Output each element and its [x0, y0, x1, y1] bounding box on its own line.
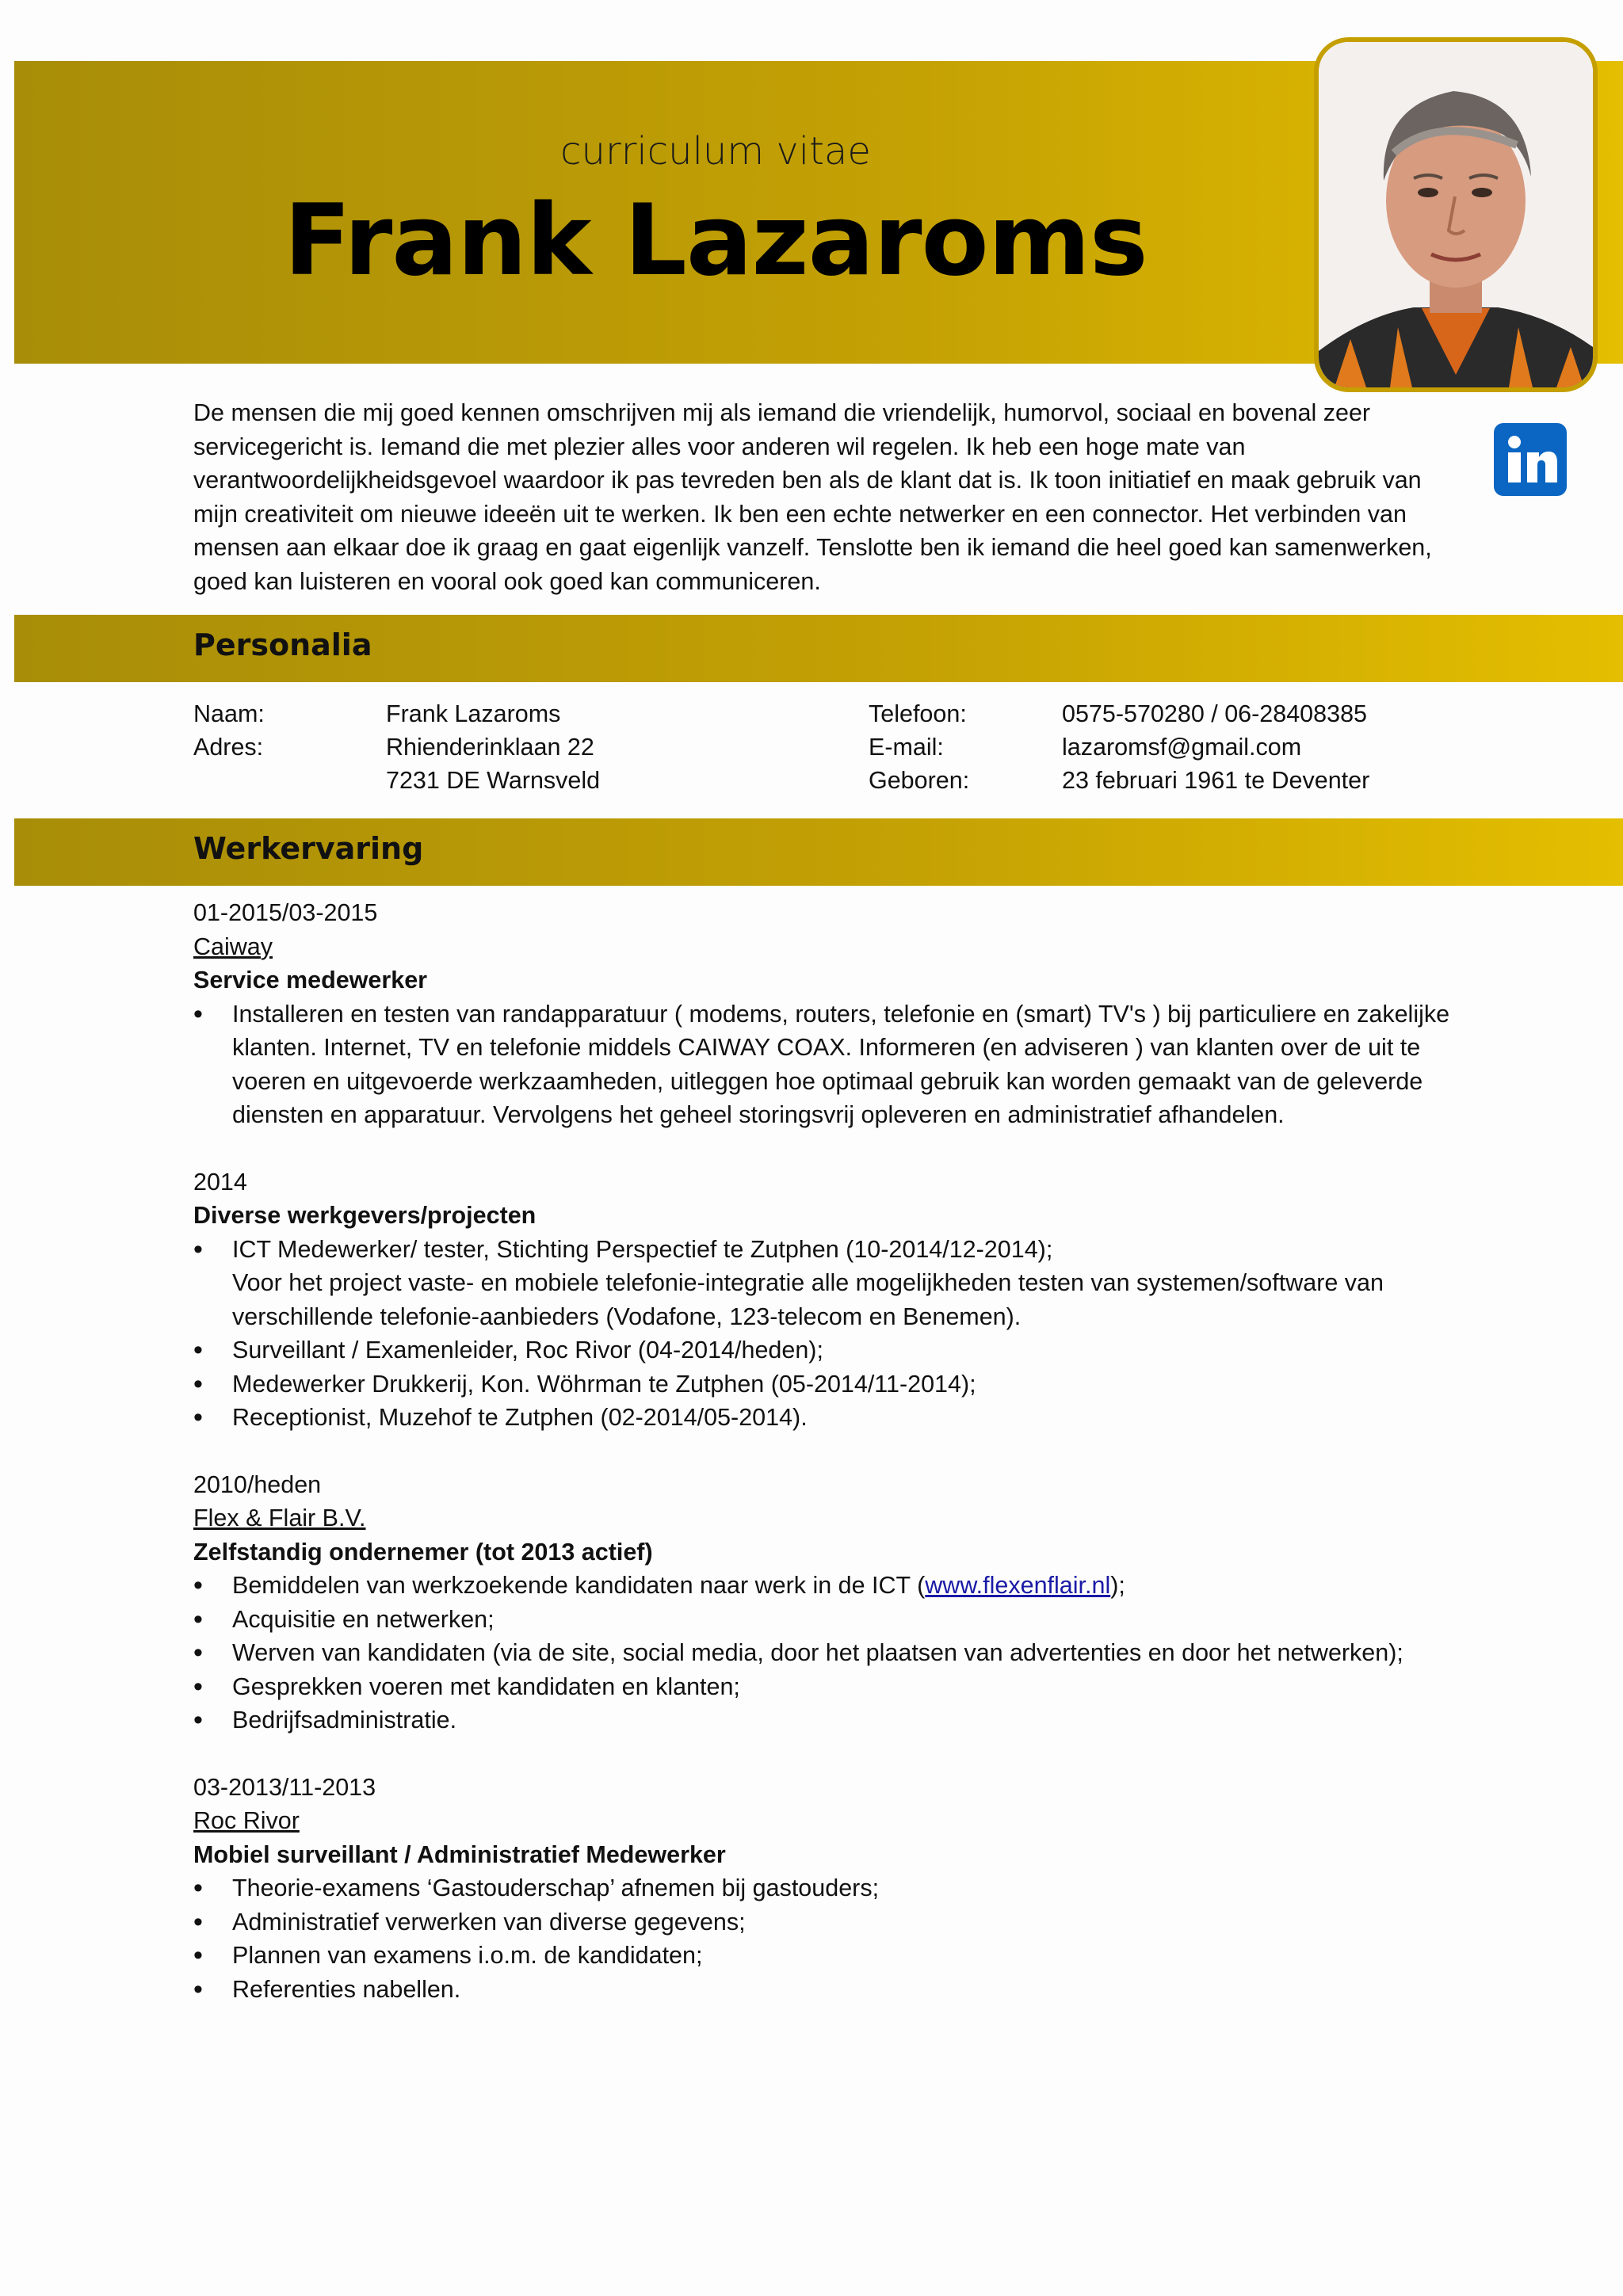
- list-item: [193, 1233, 1477, 1334]
- list-item-text: Bemiddelen van werkzoekende kandidaten naar werk in de ICT (: [232, 1572, 926, 1599]
- list-item: • Acquisitie en netwerken;: [193, 1603, 1477, 1637]
- telefoon-label: Telefoon:: [869, 700, 967, 727]
- naam-value: Frank Lazaroms: [386, 700, 561, 727]
- list-item: • Gesprekken voeren met kandidaten en klanten;: [193, 1670, 1477, 1704]
- list-item: • Administratief verwerken van diverse gegevens;: [193, 1905, 1477, 1939]
- job-entry: [193, 1771, 1477, 2007]
- job-entry: [193, 1165, 1477, 1435]
- list-item: • Werven van kandidaten (via de site, social media, door het plaatsen van advertenties en door het netwerken);: [193, 1636, 1477, 1670]
- list-item: • Referenties nabellen.: [193, 1973, 1477, 2007]
- naam-label: Naam:: [193, 700, 265, 727]
- list-item-detail: Voor het project vaste- en mobiele telefonie-integratie alle mogelijkheden testen van systemen/software van verschillende telefonie-aanbieders (Vodafone, 123-telecom en Benemen).: [232, 1269, 1384, 1330]
- list-item-text: ICT Medewerker/ tester, Stichting Perspectief te Zutphen (10-2014/12-2014);: [232, 1235, 1053, 1263]
- job-tasks: [193, 997, 1477, 1132]
- profile-summary: De mensen die mij goed kennen omschrijven mij als iemand die vriendelijk, humorvol, sociaal en bovenal zeer servicegericht is. Iemand die met plezier alles voor anderen wil regelen. Ik heb een hoge mate van verantwoordelijkheidsgevoel waardoor ik pas tevreden ben als de klant dat is. Ik toon initiatief en maak gebruik van mijn creativiteit om nieuwe ideeën uit te werken. Ik ben een echte netwerker en een connector. Het verbinden van mensen aan elkaar doe ik graag en gaat eigenlijk vanzelf. Tenslotte ben ik iemand die heel goed kan samenwerken, goed kan luisteren en vooral ook goed kan communiceren.: [193, 399, 1432, 595]
- job-company: Roc Rivor: [193, 1807, 300, 1834]
- job-period: 2010/heden: [193, 1470, 322, 1498]
- job-tasks: [193, 1871, 1477, 2006]
- list-item: • Theorie-examens ‘Gastouderschap’ afnemen bij gastouders;: [193, 1871, 1477, 1905]
- job-tasks: [193, 1233, 1477, 1435]
- list-item: • Installeren en testen van randapparatuur ( modems, routers, telefonie en (smart) TV's ) bij particuliere en zakelijke klanten. Internet, TV en telefonie middels CAIWAY COAX. Informeren (en adviseren ) van klanten over de uit te voeren en uitgevoerde werkzaamheden, uitleggen hoe optimaal gebruik kan worden gemaakt van de geleverde diensten en apparatuur. Vervolgens het geheel storingsvrij opleveren en administratief afhandelen.: [193, 997, 1477, 1132]
- personalia-heading: Personalia: [193, 627, 372, 662]
- job-role: Service medewerker: [193, 967, 428, 994]
- telefoon-value: 0575-570280 / 06-28408385: [1062, 700, 1367, 727]
- website-link[interactable]: www.flexenflair.nl: [925, 1572, 1111, 1599]
- job-company: Caiway: [193, 933, 273, 960]
- job-role: Zelfstandig ondernemer (tot 2013 actief): [193, 1538, 653, 1566]
- list-item: • Bedrijfsadministratie.: [193, 1703, 1477, 1737]
- adres-label: Adres:: [193, 734, 264, 761]
- adres-line2: 7231 DE Warnsveld: [386, 767, 601, 794]
- list-item: • Receptionist, Muzehof te Zutphen (02-2014/05-2014).: [193, 1401, 1477, 1435]
- adres-line1: Rhienderinklaan 22: [386, 734, 594, 761]
- job-tasks: [193, 1569, 1477, 1737]
- job-entry: [193, 896, 1477, 1132]
- profile-photo: [1314, 37, 1598, 392]
- list-item: [193, 1569, 1477, 1603]
- geboren-label: Geboren:: [869, 767, 970, 794]
- geboren-value: 23 februari 1961 te Deventer: [1062, 767, 1370, 794]
- job-role: Mobiel surveillant / Administratief Medewerker: [193, 1840, 726, 1868]
- email-label: E-mail:: [869, 734, 944, 761]
- list-item-text-end: );: [1110, 1572, 1125, 1599]
- werkervaring-heading: Werkervaring: [193, 831, 424, 866]
- list-item: • Plannen van examens i.o.m. de kandidaten;: [193, 1939, 1477, 1973]
- job-company: Flex & Flair B.V.: [193, 1505, 366, 1531]
- job-entry: [193, 1468, 1477, 1737]
- list-item: • Surveillant / Examenleider, Roc Rivor (04-2014/heden);: [193, 1333, 1477, 1367]
- list-item: • Medewerker Drukkerij, Kon. Wöhrman te Zutphen (05-2014/11-2014);: [193, 1367, 1477, 1402]
- job-period: 2014: [193, 1168, 247, 1196]
- job-role: Diverse werkgevers/projecten: [193, 1202, 537, 1229]
- work-experience-list: [193, 896, 1477, 2039]
- linkedin-icon[interactable]: [1494, 423, 1567, 496]
- email-value: lazaromsf@gmail.com: [1062, 734, 1302, 761]
- job-period: 03-2013/11-2013: [193, 1773, 376, 1801]
- candidate-name: Frank Lazaroms: [284, 184, 1148, 298]
- job-period: 01-2015/03-2015: [193, 899, 378, 926]
- document-subtitle: curriculum vitae: [560, 129, 871, 174]
